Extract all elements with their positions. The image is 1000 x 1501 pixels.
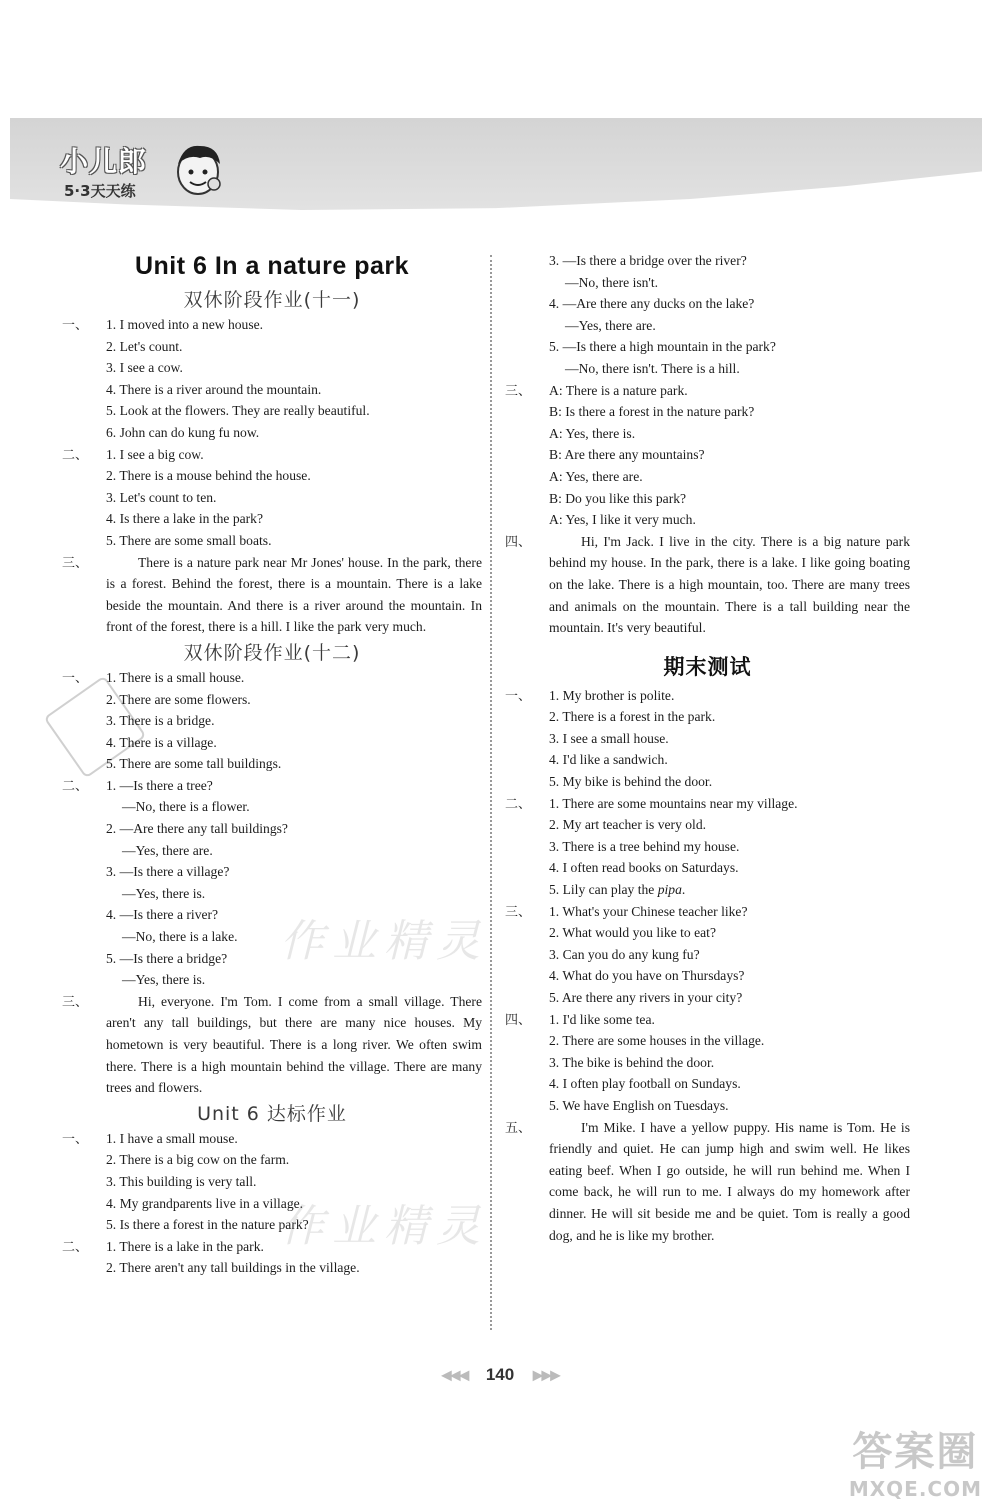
right-arrows-icon: ▶▶▶: [532, 1366, 559, 1383]
dialogue-line: B: Are there any mountains?: [549, 447, 705, 463]
answer-line: —Yes, there is.: [122, 972, 206, 988]
answer-line: 1. —Is there a tree?: [106, 777, 213, 793]
group-label: 三、: [505, 383, 532, 399]
answer-line: 1. There is a small house.: [106, 669, 245, 685]
answer-line: 2. There is a mouse behind the house.: [106, 468, 311, 484]
answer-line: 5. There are some tall buildings.: [106, 756, 282, 772]
unit-title: Unit 6 In a nature park: [134, 252, 410, 280]
group-label: 一、: [62, 318, 89, 333]
answer-line: 4. I'd like a sandwich.: [549, 752, 668, 768]
answer-line: 1. My brother is polite.: [549, 687, 675, 703]
answer-line: 3. The bike is behind the door.: [549, 1054, 715, 1070]
group-label: 二、: [505, 796, 532, 812]
answer-line: 5. —Is there a high mountain in the park?: [549, 339, 776, 355]
answer-line: 2. My art teacher is very old.: [549, 817, 707, 833]
answer-group: [505, 380, 910, 531]
answer-line: 1. I have a small mouse.: [106, 1130, 238, 1146]
answer-line: 5. —Is there a bridge?: [106, 950, 228, 966]
answer-group: [62, 667, 482, 775]
section-title: 双休阶段作业(十一): [183, 289, 361, 311]
answer-line: —No, there isn't. There is a hill.: [565, 360, 740, 376]
answer-line: 3. Can you do any kung fu?: [549, 946, 700, 962]
answer-group: [62, 444, 482, 552]
answer-line: 2. Let's count.: [106, 338, 183, 354]
group-label: 五、: [505, 1120, 532, 1136]
answer-line: 1. There are some mountains near my village.: [549, 795, 798, 811]
answer-line: 2. —Are there any tall buildings?: [106, 821, 288, 837]
answer-line: 5. My bike is behind the door.: [549, 774, 713, 790]
answer-line: 3. There is a tree behind my house.: [549, 838, 740, 854]
group-label: 二、: [62, 778, 89, 794]
answer-line: 1. I moved into a new house.: [106, 317, 264, 332]
answer-line: 3. —Is there a village?: [106, 864, 230, 880]
dialogue-line: A: Yes, there is.: [549, 425, 636, 441]
answer-group: [505, 793, 910, 901]
answer-text: 5. Lily can play the: [549, 882, 658, 898]
dialogue-line: A: Yes, I like it very much.: [549, 512, 696, 528]
answer-group: [505, 685, 910, 793]
answer-line: 4. There is a river around the mountain.: [106, 381, 322, 397]
dialogue-line: A: Yes, there are.: [549, 468, 643, 484]
group-label: 二、: [62, 447, 89, 463]
answer-line: 5. Look at the flowers. They are really beautiful.: [106, 403, 370, 419]
answer-line: 4. —Is there a river?: [106, 907, 219, 923]
answer-line: —No, there is a flower.: [122, 799, 250, 815]
logo-subtitle: 5·3天天练: [64, 182, 136, 200]
page-number: 140: [485, 1365, 515, 1384]
answer-line: 3. I see a small house.: [549, 730, 669, 746]
answer-line: 4. Is there a lake in the park?: [106, 511, 264, 527]
answer-line: 4. What do you have on Thursdays?: [549, 968, 745, 984]
answer-line: 4. My grandparents live in a village.: [106, 1195, 304, 1211]
answer-line: 2. There aren't any tall buildings in the village.: [106, 1260, 360, 1276]
answer-line: 4. I often read books on Saturdays.: [549, 860, 739, 876]
brand-logo: [60, 140, 230, 210]
answer-line: 3. There is a bridge.: [106, 713, 215, 729]
answer-line: 1. I'd like some tea.: [549, 1011, 655, 1027]
answer-line: 2. There are some houses in the village.: [549, 1033, 765, 1049]
page-footer: [0, 1365, 1000, 1385]
answer-line: 2. There is a big cow on the farm.: [106, 1152, 290, 1168]
logo-title: 小儿郎: [60, 145, 148, 178]
group-label: 三、: [62, 555, 89, 571]
answer-line: [505, 879, 910, 901]
group-label: 一、: [62, 670, 89, 686]
answer-line: —Yes, there is.: [122, 885, 206, 901]
answer-group: [62, 552, 482, 638]
answer-line: —Yes, there are.: [565, 317, 656, 333]
answer-line: 6. John can do kung fu now.: [106, 424, 260, 440]
group-label: 二、: [62, 1239, 89, 1255]
answer-paragraph: Hi, I'm Jack. I live in the city. There is a big nature park behind my house. In the park, there is a lake. I like going boating on the lake. There is a high mountain, too. There are many trees and animals on the mountain. There is a tall building near the mountain. It's very beautiful.: [549, 533, 910, 636]
dialogue-line: B: Is there a forest in the nature park?: [549, 404, 755, 420]
answer-line: 1. I see a big cow.: [106, 446, 204, 462]
cartoon-boy-icon: [170, 140, 226, 200]
corner-watermark: [849, 1420, 982, 1501]
answer-line: 2. There is a forest in the park.: [549, 709, 716, 725]
group-label: 四、: [505, 1012, 532, 1028]
watermark-text: 作业精灵: [280, 916, 488, 967]
group-label: 三、: [505, 904, 532, 920]
italic-word: pipa: [657, 882, 682, 898]
answer-line: 2. What would you like to eat?: [549, 925, 716, 941]
answer-line: 3. —Is there a bridge over the river?: [549, 253, 747, 268]
answer-group: [62, 314, 482, 444]
answer-line: 5. We have English on Tuesdays.: [549, 1097, 729, 1113]
answer-group: [505, 901, 910, 1009]
watermark-text: 作业精灵: [280, 1201, 488, 1252]
answer-line: —No, there is a lake.: [122, 929, 238, 945]
answer-group: [505, 531, 910, 639]
answer-line: 3. I see a cow.: [106, 360, 183, 376]
answer-paragraph: Hi, everyone. I'm Tom. I come from a small village. There aren't any tall buildings, but there are many nice houses. My hometown is very beautiful. There is a long river. We often swim there. There is a high mountain behind the village. There are many trees and flowers.: [106, 993, 482, 1096]
left-arrows-icon: ◀◀◀: [441, 1366, 468, 1383]
answer-line: 1. What's your Chinese teacher like?: [549, 903, 748, 919]
answer-text: .: [681, 882, 686, 898]
answer-group: [505, 1117, 910, 1247]
answer-line: 4. There is a village.: [106, 734, 217, 750]
dialogue-line: B: Do you like this park?: [549, 490, 687, 506]
group-label: 一、: [505, 688, 532, 704]
group-label: 四、: [505, 534, 532, 550]
answer-group: [62, 991, 482, 1099]
dialogue-line: A: There is a nature park.: [549, 382, 688, 398]
section-title: 双休阶段作业(十二): [183, 641, 361, 664]
answer-line: —Yes, there are.: [122, 842, 213, 858]
left-column: [62, 250, 482, 1279]
watermark-url: MXQE.COM: [848, 1477, 982, 1501]
group-label: 一、: [62, 1131, 89, 1147]
answer-line: 3. Let's count to ten.: [106, 489, 217, 505]
answer-line: —No, there isn't.: [565, 274, 659, 290]
answer-paragraph: There is a nature park near Mr Jones' house. In the park, there is a forest. Behind the forest, there is a mountain. There is a lake beside the mountain. And there is a river around the mountain. In front of the forest, there is a hill. I like the park very much.: [106, 554, 482, 635]
answer-line: 3. This building is very tall.: [106, 1173, 257, 1189]
answer-group: [505, 250, 910, 380]
column-divider: [490, 255, 492, 1330]
group-label: 三、: [62, 994, 89, 1010]
answer-line: 5. Are there any rivers in your city?: [549, 990, 743, 1005]
watermark-logo: 答案圈: [852, 1429, 979, 1475]
answer-line: 2. There are some flowers.: [106, 691, 251, 707]
section-title: 期末测试: [663, 654, 752, 679]
answer-line: 4. —Are there any ducks on the lake?: [549, 296, 755, 312]
right-column: [505, 250, 910, 1246]
answer-line: 4. I often play football on Sundays.: [549, 1076, 741, 1092]
answer-line: 1. There is a lake in the park.: [106, 1238, 264, 1254]
answer-group: [505, 1009, 910, 1117]
answer-line: 5. Is there a forest in the nature park?: [106, 1217, 309, 1233]
section-title: Unit 6 达标作业: [197, 1102, 347, 1125]
answer-line: 5. There are some small boats.: [106, 532, 272, 548]
answer-paragraph: I'm Mike. I have a yellow puppy. His name is Tom. He is friendly and quiet. He can jump high and swim well. He likes eating beef. When I go outside, he will run behind me. When I come back, he will run to me. I always do my homework after dinner. He will sit beside me and be quiet. Tom is really a good dog, and he is like my brother.: [549, 1119, 910, 1243]
